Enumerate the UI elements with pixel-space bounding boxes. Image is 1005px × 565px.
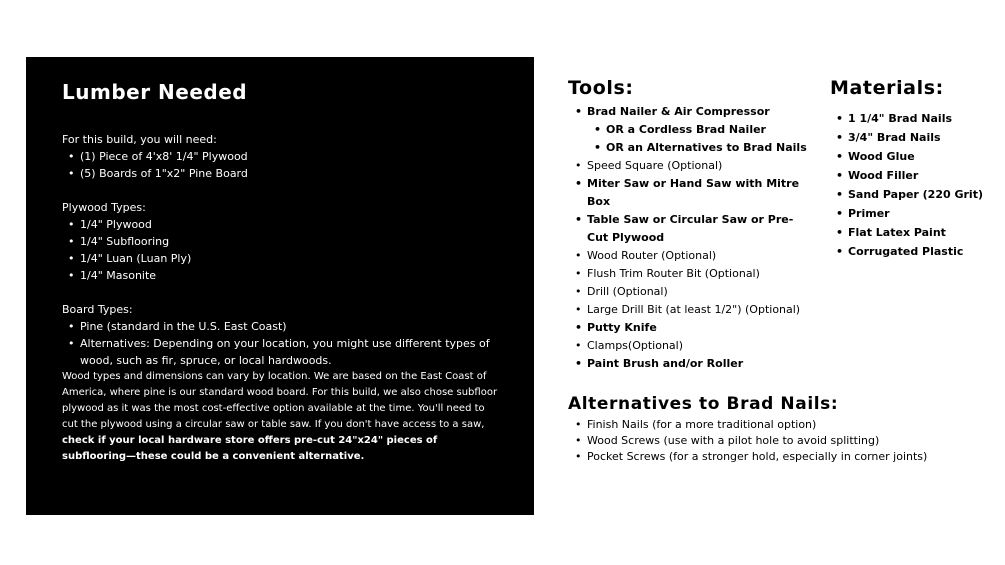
list-item: • OR an Alternatives to Brad Nails: [587, 139, 812, 157]
list-item: • 1/4" Subflooring: [80, 233, 498, 250]
list-item: • Pocket Screws (for a stronger hold, especially in corner joints): [587, 449, 967, 465]
alternatives-list: [587, 417, 967, 465]
materials-list: [848, 109, 998, 261]
list-item: • Pine (standard in the U.S. East Coast): [80, 318, 498, 335]
list-item: • Flat Latex Paint: [848, 223, 998, 242]
list-item: • (5) Boards of 1"x2" Pine Board: [80, 165, 498, 182]
lumber-note: [62, 369, 498, 465]
list-item: • 1/4" Masonite: [80, 267, 498, 284]
needs-list: [62, 148, 498, 182]
list-item: • Putty Knife: [587, 319, 812, 337]
alternatives-heading: Alternatives to Brad Nails:: [568, 394, 839, 414]
list-item: • Clamps(Optional): [587, 337, 812, 355]
list-item: • Sand Paper (220 Grit): [848, 185, 998, 204]
list-item: • 1 1/4" Brad Nails: [848, 109, 998, 128]
list-item: • 1/4" Plywood: [80, 216, 498, 233]
lumber-body: [62, 131, 498, 465]
list-item: • 1/4" Luan (Luan Ply): [80, 250, 498, 267]
list-item: • Wood Screws (use with a pilot hole to avoid splitting): [587, 433, 967, 449]
list-item: • Drill (Optional): [587, 283, 812, 301]
materials-heading: Materials:: [830, 77, 944, 99]
list-item: • Large Drill Bit (at least 1/2") (Optional): [587, 301, 812, 319]
list-item: • OR a Cordless Brad Nailer: [587, 121, 812, 139]
list-item: • Brad Nailer & Air Compressor: [587, 103, 812, 121]
lumber-panel: [26, 57, 534, 515]
tools-list: [587, 103, 812, 373]
list-item: • (1) Piece of 4'x8' 1/4" Plywood: [80, 148, 498, 165]
list-item: • Miter Saw or Hand Saw with Mitre Box: [587, 175, 812, 211]
note-bold: check if your local hardware store offers pre-cut 24"x24" pieces of subflooring—these could be a convenient alternative.: [62, 435, 438, 462]
list-item: • Finish Nails (for a more traditional option): [587, 417, 967, 433]
list-item: • Alternatives: Depending on your location, you might use different types of wood, such as fir, spruce, or local hardwoods.: [80, 335, 498, 369]
list-item: • Wood Filler: [848, 166, 998, 185]
note-plain: Wood types and dimensions can vary by location. We are based on the East Coast of America, where pine is our standard wood board. For this build, we also chose subfloor plywood as it was the most cost-effective option available at the time. You'll need to cut the plywood using a circular saw or table saw. If you don't have access to a saw,: [62, 371, 498, 430]
list-item: • Corrugated Plastic: [848, 242, 998, 261]
list-item: • Table Saw or Circular Saw or Pre-Cut Plywood: [587, 211, 812, 247]
list-item: • Primer: [848, 204, 998, 223]
plywood-list: [62, 216, 498, 284]
list-item: • Flush Trim Router Bit (Optional): [587, 265, 812, 283]
list-item: • Paint Brush and/or Roller: [587, 355, 812, 373]
list-item: • Wood Router (Optional): [587, 247, 812, 265]
list-item: • Speed Square (Optional): [587, 157, 812, 175]
list-item: • Wood Glue: [848, 147, 998, 166]
plywood-heading: Plywood Types:: [62, 201, 146, 214]
list-item: • 3/4" Brad Nails: [848, 128, 998, 147]
board-list: [62, 318, 498, 369]
tools-heading: Tools:: [568, 77, 634, 99]
board-heading: Board Types:: [62, 303, 133, 316]
lumber-title: Lumber Needed: [62, 80, 248, 104]
lumber-intro: For this build, you will need:: [62, 133, 217, 146]
